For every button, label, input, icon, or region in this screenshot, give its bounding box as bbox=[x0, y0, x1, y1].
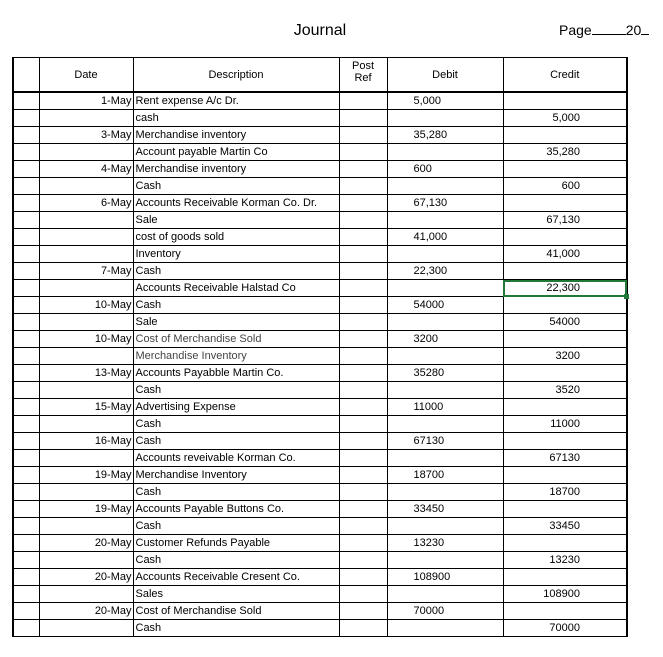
credit-cell[interactable]: 18700 bbox=[503, 484, 627, 501]
date-cell[interactable] bbox=[39, 484, 133, 501]
post-ref-cell[interactable] bbox=[339, 535, 387, 552]
table-row bbox=[13, 195, 627, 212]
row-index-cell[interactable] bbox=[13, 127, 39, 144]
row-index-cell[interactable] bbox=[13, 433, 39, 450]
post-ref-cell[interactable] bbox=[339, 263, 387, 280]
table-row bbox=[13, 178, 627, 195]
credit-cell[interactable]: 67130 bbox=[503, 450, 627, 467]
post-ref-cell[interactable] bbox=[339, 467, 387, 484]
date-cell[interactable] bbox=[39, 144, 133, 161]
credit-cell[interactable] bbox=[503, 603, 627, 620]
table-row bbox=[13, 246, 627, 263]
debit-cell[interactable]: 18700 bbox=[387, 467, 503, 484]
post-ref-cell[interactable] bbox=[339, 620, 387, 637]
description-cell[interactable]: Cash bbox=[133, 382, 339, 399]
row-index-cell[interactable] bbox=[13, 467, 39, 484]
credit-cell[interactable]: 13230 bbox=[503, 552, 627, 569]
description-cell[interactable]: Inventory bbox=[133, 246, 339, 263]
description-cell[interactable]: Customer Refunds Payable bbox=[133, 535, 339, 552]
description-cell[interactable]: Cash bbox=[133, 433, 339, 450]
table-row bbox=[13, 212, 627, 229]
date-cell[interactable] bbox=[39, 586, 133, 603]
table-row bbox=[13, 569, 627, 586]
debit-cell[interactable]: 35280 bbox=[387, 365, 503, 382]
description-cell[interactable]: Sales bbox=[133, 586, 339, 603]
header-post-ref-line1: Post bbox=[351, 60, 374, 72]
credit-cell[interactable]: 3200 bbox=[503, 348, 627, 365]
post-ref-cell[interactable] bbox=[339, 382, 387, 399]
credit-cell[interactable] bbox=[503, 467, 627, 484]
table-row bbox=[13, 92, 627, 110]
header-post-ref bbox=[339, 58, 387, 93]
credit-cell[interactable] bbox=[503, 92, 627, 110]
credit-cell[interactable] bbox=[503, 297, 627, 314]
description-cell[interactable]: Advertising Expense bbox=[133, 399, 339, 416]
date-cell[interactable] bbox=[39, 416, 133, 433]
description-cell[interactable]: Cash bbox=[133, 178, 339, 195]
date-cell[interactable] bbox=[39, 178, 133, 195]
row-index-cell[interactable] bbox=[13, 518, 39, 535]
debit-cell[interactable] bbox=[387, 144, 503, 161]
table-row bbox=[13, 110, 627, 127]
date-cell[interactable] bbox=[39, 620, 133, 637]
row-index-cell[interactable] bbox=[13, 535, 39, 552]
post-ref-cell[interactable] bbox=[339, 433, 387, 450]
post-ref-cell[interactable] bbox=[339, 178, 387, 195]
row-index-cell[interactable] bbox=[13, 92, 39, 110]
credit-cell[interactable]: 33450 bbox=[503, 518, 627, 535]
date-cell[interactable]: 20-May bbox=[39, 603, 133, 620]
row-index-cell[interactable] bbox=[13, 263, 39, 280]
description-cell[interactable]: Accounts Receivable Halstad Co bbox=[133, 280, 339, 297]
header-credit: Credit bbox=[503, 58, 627, 93]
post-ref-cell[interactable] bbox=[339, 416, 387, 433]
description-cell[interactable]: Cash bbox=[133, 518, 339, 535]
debit-cell[interactable]: 54000 bbox=[387, 297, 503, 314]
row-index-cell[interactable] bbox=[13, 110, 39, 127]
post-ref-cell[interactable] bbox=[339, 365, 387, 382]
credit-cell[interactable] bbox=[503, 229, 627, 246]
date-cell[interactable]: 7-May bbox=[39, 263, 133, 280]
description-cell[interactable]: Cost of Merchandise Sold bbox=[133, 603, 339, 620]
header-blank bbox=[13, 58, 39, 93]
description-cell[interactable]: Accounts Receivable Cresent Co. bbox=[133, 569, 339, 586]
credit-cell[interactable]: 70000 bbox=[503, 620, 627, 637]
row-index-cell[interactable] bbox=[13, 331, 39, 348]
credit-cell[interactable] bbox=[503, 195, 627, 212]
post-ref-cell[interactable] bbox=[339, 314, 387, 331]
table-row bbox=[13, 263, 627, 280]
debit-cell[interactable] bbox=[387, 620, 503, 637]
table-row bbox=[13, 127, 627, 144]
post-ref-cell[interactable] bbox=[339, 501, 387, 518]
table-row bbox=[13, 416, 627, 433]
post-ref-cell[interactable] bbox=[339, 484, 387, 501]
credit-cell[interactable] bbox=[503, 535, 627, 552]
date-cell[interactable]: 13-May bbox=[39, 365, 133, 382]
page-number bbox=[559, 22, 649, 38]
date-cell[interactable]: 19-May bbox=[39, 467, 133, 484]
table-row bbox=[13, 450, 627, 467]
journal-body bbox=[13, 92, 627, 637]
post-ref-cell[interactable] bbox=[339, 569, 387, 586]
page-label: Page bbox=[559, 22, 592, 38]
table-row bbox=[13, 484, 627, 501]
row-index-cell[interactable] bbox=[13, 178, 39, 195]
table-row bbox=[13, 229, 627, 246]
post-ref-cell[interactable] bbox=[339, 586, 387, 603]
credit-cell[interactable] bbox=[503, 127, 627, 144]
debit-cell[interactable] bbox=[387, 518, 503, 535]
description-cell[interactable]: Account payable Martin Co bbox=[133, 144, 339, 161]
date-cell[interactable]: 15-May bbox=[39, 399, 133, 416]
row-index-cell[interactable] bbox=[13, 195, 39, 212]
description-cell[interactable]: Sale bbox=[133, 314, 339, 331]
table-row bbox=[13, 297, 627, 314]
description-cell[interactable]: Cash bbox=[133, 620, 339, 637]
post-ref-cell[interactable] bbox=[339, 518, 387, 535]
credit-cell[interactable] bbox=[503, 331, 627, 348]
debit-cell[interactable]: 33450 bbox=[387, 501, 503, 518]
table-row bbox=[13, 586, 627, 603]
date-cell[interactable]: 16-May bbox=[39, 433, 133, 450]
description-cell[interactable]: Merchandise Inventory bbox=[133, 467, 339, 484]
debit-cell[interactable] bbox=[387, 348, 503, 365]
journal-table bbox=[12, 57, 628, 637]
row-index-cell[interactable] bbox=[13, 365, 39, 382]
table-row bbox=[13, 433, 627, 450]
description-cell[interactable]: Sale bbox=[133, 212, 339, 229]
post-ref-cell[interactable] bbox=[339, 92, 387, 110]
debit-cell[interactable]: 108900 bbox=[387, 569, 503, 586]
row-index-cell[interactable] bbox=[13, 161, 39, 178]
debit-cell[interactable] bbox=[387, 212, 503, 229]
date-cell[interactable] bbox=[39, 348, 133, 365]
debit-cell[interactable]: 70000 bbox=[387, 603, 503, 620]
header-post-ref-line2: Ref bbox=[354, 72, 372, 84]
table-row bbox=[13, 280, 627, 297]
debit-cell[interactable] bbox=[387, 552, 503, 569]
row-index-cell[interactable] bbox=[13, 586, 39, 603]
credit-cell[interactable] bbox=[503, 399, 627, 416]
credit-cell[interactable] bbox=[503, 501, 627, 518]
description-cell[interactable]: Cash bbox=[133, 297, 339, 314]
table-row bbox=[13, 603, 627, 620]
debit-cell[interactable] bbox=[387, 416, 503, 433]
credit-cell[interactable]: 108900 bbox=[503, 586, 627, 603]
date-cell[interactable] bbox=[39, 314, 133, 331]
debit-cell[interactable]: 35,280 bbox=[387, 127, 503, 144]
row-index-cell[interactable] bbox=[13, 501, 39, 518]
post-ref-cell[interactable] bbox=[339, 552, 387, 569]
description-cell[interactable]: Merchandise Inventory bbox=[133, 348, 339, 365]
date-cell[interactable] bbox=[39, 212, 133, 229]
description-cell[interactable]: Cash bbox=[133, 552, 339, 569]
post-ref-cell[interactable] bbox=[339, 297, 387, 314]
date-cell[interactable] bbox=[39, 552, 133, 569]
table-row bbox=[13, 382, 627, 399]
post-ref-cell[interactable] bbox=[339, 399, 387, 416]
date-cell[interactable]: 19-May bbox=[39, 501, 133, 518]
credit-cell[interactable] bbox=[503, 433, 627, 450]
post-ref-cell[interactable] bbox=[339, 212, 387, 229]
table-row bbox=[13, 552, 627, 569]
row-index-cell[interactable] bbox=[13, 382, 39, 399]
post-ref-cell[interactable] bbox=[339, 603, 387, 620]
post-ref-cell[interactable] bbox=[339, 127, 387, 144]
credit-cell[interactable] bbox=[503, 161, 627, 178]
page-number-value: 20 bbox=[625, 22, 642, 38]
date-cell[interactable] bbox=[39, 246, 133, 263]
credit-cell[interactable]: 35,280 bbox=[503, 144, 627, 161]
credit-cell[interactable]: 41,000 bbox=[503, 246, 627, 263]
post-ref-cell[interactable] bbox=[339, 110, 387, 127]
table-row bbox=[13, 314, 627, 331]
credit-cell-selected[interactable]: 22,300 bbox=[503, 280, 627, 297]
date-cell[interactable]: 6-May bbox=[39, 195, 133, 212]
credit-cell[interactable]: 11000 bbox=[503, 416, 627, 433]
post-ref-cell[interactable] bbox=[339, 280, 387, 297]
journal-title: Journal bbox=[293, 22, 347, 39]
table-row bbox=[13, 399, 627, 416]
row-index-cell[interactable] bbox=[13, 416, 39, 433]
debit-cell[interactable] bbox=[387, 450, 503, 467]
table-row bbox=[13, 501, 627, 518]
date-cell[interactable] bbox=[39, 229, 133, 246]
debit-cell[interactable]: 5,000 bbox=[387, 92, 503, 110]
row-index-cell[interactable] bbox=[13, 280, 39, 297]
debit-cell[interactable] bbox=[387, 484, 503, 501]
date-cell[interactable] bbox=[39, 280, 133, 297]
description-cell[interactable]: cost of goods sold bbox=[133, 229, 339, 246]
debit-cell[interactable] bbox=[387, 586, 503, 603]
date-cell[interactable] bbox=[39, 450, 133, 467]
row-index-cell[interactable] bbox=[13, 484, 39, 501]
debit-cell[interactable] bbox=[387, 314, 503, 331]
debit-cell[interactable]: 41,000 bbox=[387, 229, 503, 246]
debit-cell[interactable] bbox=[387, 382, 503, 399]
date-cell[interactable]: 3-May bbox=[39, 127, 133, 144]
post-ref-cell[interactable] bbox=[339, 195, 387, 212]
row-index-cell[interactable] bbox=[13, 348, 39, 365]
table-row bbox=[13, 161, 627, 178]
credit-cell[interactable] bbox=[503, 365, 627, 382]
credit-cell[interactable] bbox=[503, 569, 627, 586]
row-index-cell[interactable] bbox=[13, 229, 39, 246]
post-ref-cell[interactable] bbox=[339, 246, 387, 263]
row-index-cell[interactable] bbox=[13, 399, 39, 416]
debit-cell[interactable]: 11000 bbox=[387, 399, 503, 416]
description-cell[interactable]: Cash bbox=[133, 484, 339, 501]
post-ref-cell[interactable] bbox=[339, 348, 387, 365]
description-cell[interactable]: Accounts reveivable Korman Co. bbox=[133, 450, 339, 467]
row-index-cell[interactable] bbox=[13, 569, 39, 586]
date-cell[interactable]: 4-May bbox=[39, 161, 133, 178]
credit-cell[interactable] bbox=[503, 263, 627, 280]
journal-sheet bbox=[12, 57, 626, 657]
date-cell[interactable] bbox=[39, 382, 133, 399]
date-cell[interactable] bbox=[39, 110, 133, 127]
header-row bbox=[13, 58, 627, 93]
date-cell[interactable]: 20-May bbox=[39, 535, 133, 552]
table-row bbox=[13, 144, 627, 161]
date-cell[interactable] bbox=[39, 518, 133, 535]
debit-cell[interactable] bbox=[387, 246, 503, 263]
post-ref-cell[interactable] bbox=[339, 229, 387, 246]
debit-cell[interactable] bbox=[387, 280, 503, 297]
row-index-cell[interactable] bbox=[13, 212, 39, 229]
debit-cell[interactable]: 22,300 bbox=[387, 263, 503, 280]
debit-cell[interactable]: 13230 bbox=[387, 535, 503, 552]
row-index-cell[interactable] bbox=[13, 552, 39, 569]
post-ref-cell[interactable] bbox=[339, 331, 387, 348]
header-description: Description bbox=[133, 58, 339, 93]
table-row bbox=[13, 535, 627, 552]
table-row bbox=[13, 365, 627, 382]
post-ref-cell[interactable] bbox=[339, 161, 387, 178]
description-cell[interactable]: Accounts Payable Buttons Co. bbox=[133, 501, 339, 518]
date-cell[interactable]: 10-May bbox=[39, 331, 133, 348]
description-cell[interactable]: Merchandise inventory bbox=[133, 127, 339, 144]
credit-cell[interactable]: 3520 bbox=[503, 382, 627, 399]
row-index-cell[interactable] bbox=[13, 314, 39, 331]
credit-cell[interactable]: 54000 bbox=[503, 314, 627, 331]
selection-fill-handle[interactable] bbox=[624, 294, 629, 299]
debit-cell[interactable] bbox=[387, 110, 503, 127]
header-debit: Debit bbox=[387, 58, 503, 93]
row-index-cell[interactable] bbox=[13, 246, 39, 263]
description-cell[interactable]: Cost of Merchandise Sold bbox=[133, 331, 339, 348]
table-row bbox=[13, 331, 627, 348]
post-ref-cell[interactable] bbox=[339, 144, 387, 161]
date-cell[interactable]: 20-May bbox=[39, 569, 133, 586]
debit-cell[interactable]: 67,130 bbox=[387, 195, 503, 212]
description-cell[interactable]: Cash bbox=[133, 416, 339, 433]
credit-cell[interactable]: 67,130 bbox=[503, 212, 627, 229]
credit-cell[interactable]: 5,000 bbox=[503, 110, 627, 127]
row-index-cell[interactable] bbox=[13, 297, 39, 314]
description-cell[interactable]: Rent expense A/c Dr. bbox=[133, 92, 339, 110]
debit-cell[interactable] bbox=[387, 178, 503, 195]
page-blank-line-end bbox=[641, 22, 649, 35]
description-cell[interactable]: Accounts Payabble Martin Co. bbox=[133, 365, 339, 382]
table-row bbox=[13, 467, 627, 484]
row-index-cell[interactable] bbox=[13, 450, 39, 467]
table-row bbox=[13, 348, 627, 365]
description-cell[interactable]: Cash bbox=[133, 263, 339, 280]
debit-cell[interactable]: 600 bbox=[387, 161, 503, 178]
row-index-cell[interactable] bbox=[13, 603, 39, 620]
date-cell[interactable]: 10-May bbox=[39, 297, 133, 314]
debit-cell[interactable]: 67130 bbox=[387, 433, 503, 450]
date-cell[interactable]: 1-May bbox=[39, 92, 133, 110]
description-cell[interactable]: Accounts Receivable Korman Co. Dr. bbox=[133, 195, 339, 212]
page-blank-line bbox=[592, 22, 626, 35]
row-index-cell[interactable] bbox=[13, 620, 39, 637]
description-cell[interactable]: cash bbox=[133, 110, 339, 127]
post-ref-cell[interactable] bbox=[339, 450, 387, 467]
credit-cell[interactable]: 600 bbox=[503, 178, 627, 195]
description-cell[interactable]: Merchandise inventory bbox=[133, 161, 339, 178]
table-row bbox=[13, 620, 627, 637]
table-row bbox=[13, 518, 627, 535]
debit-cell[interactable]: 3200 bbox=[387, 331, 503, 348]
header-date: Date bbox=[39, 58, 133, 93]
row-index-cell[interactable] bbox=[13, 144, 39, 161]
